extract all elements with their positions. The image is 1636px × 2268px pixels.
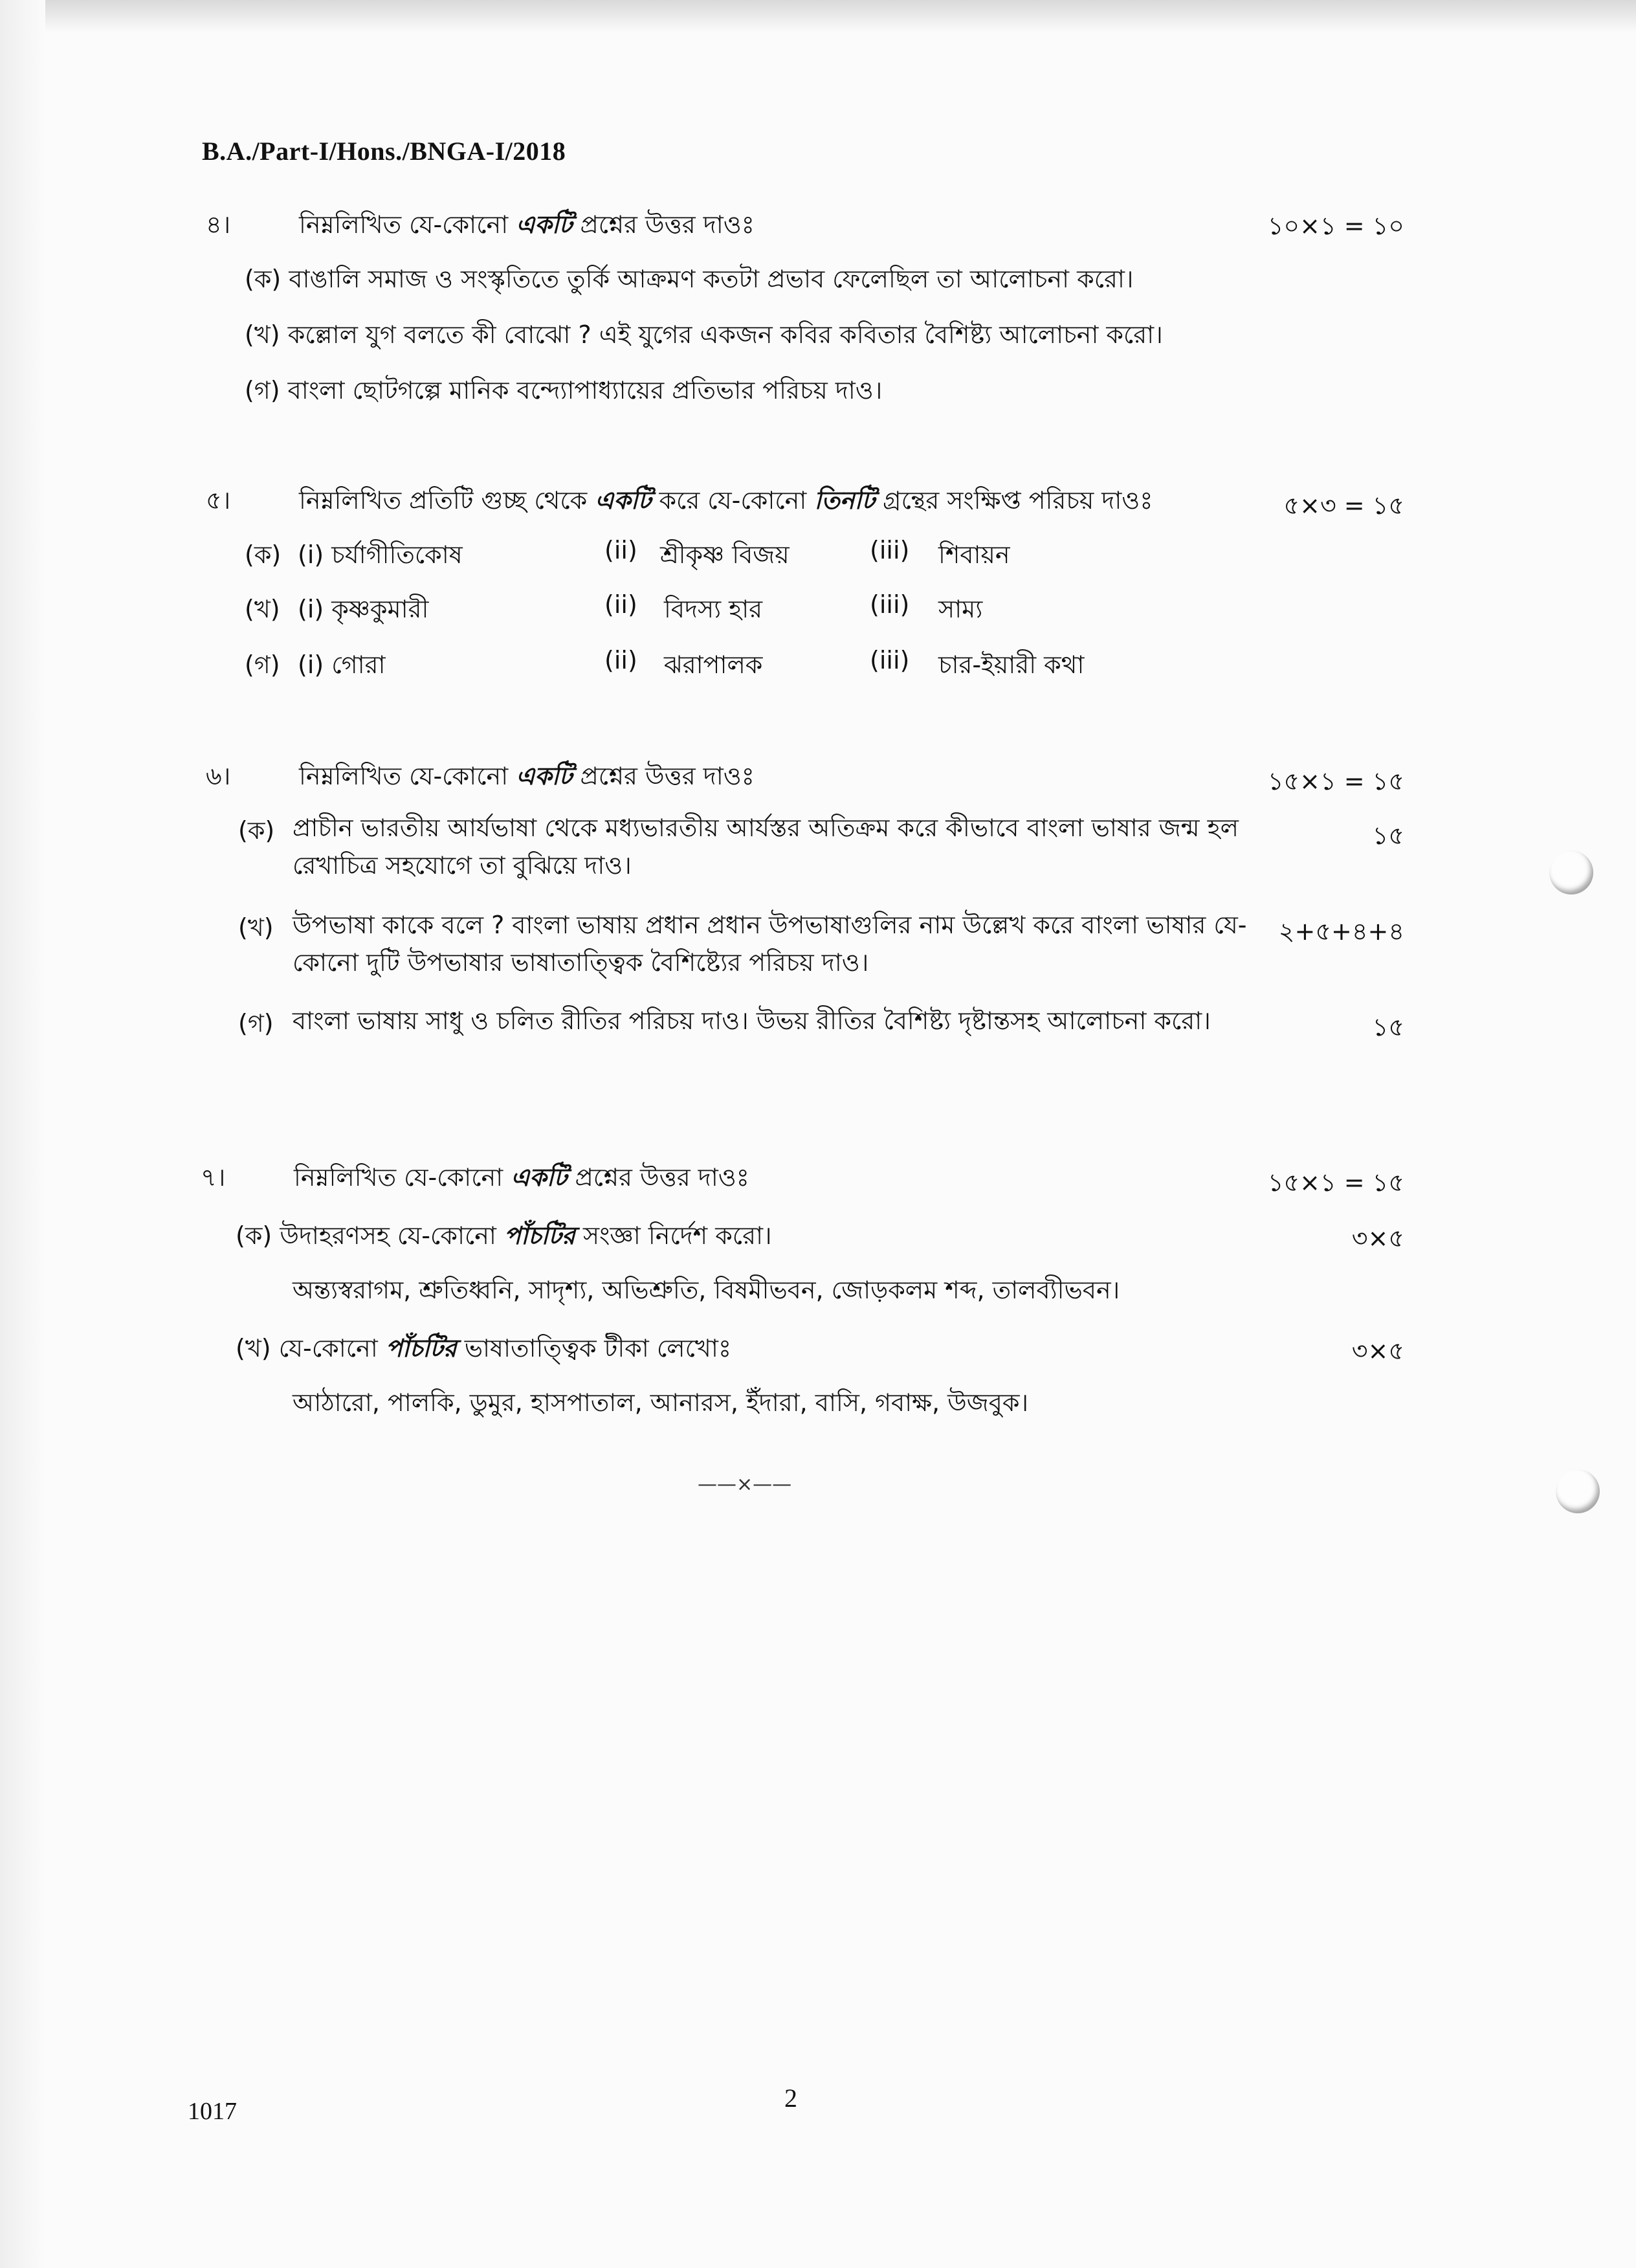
group-b-item-1: (i) কৃষ্ণকুমারী — [298, 595, 429, 623]
group-c-item-3: চার-ইয়ারী কথা — [938, 650, 1085, 679]
group-c-item-1: (i) গোরা — [298, 650, 386, 679]
question-6-sub-a-marks: ১৫ — [1372, 821, 1404, 850]
question-7-sub-a: (ক) উদাহরণসহ যে-কোনো পাঁচটির সংজ্ঞা নির্দেশ করো। — [236, 1221, 772, 1250]
group-b-item-2: বিদস্য হার — [664, 595, 763, 623]
question-4-sub-c: (গ) বাংলা ছোটগল্পে মানিক বন্দ্যোপাধ্যায়ের প্রতিভার পরিচয় দাও। — [245, 376, 883, 405]
question-6-sub-b-text: উপভাষা কাকে বলে ? বাংলা ভাষায় প্রধান প্রধান উপভাষাগুলির নাম উল্লেখ করে বাংলা ভাষার যে-কোনো দুটি উপভাষার ভাষাতাত্ত্বিক বৈশিষ্ট্যের পরিচয় দাও। — [293, 911, 1247, 977]
question-7-marks: ১৫×১ = ১৫ — [1267, 1168, 1404, 1197]
question-5-number: ৫। — [206, 486, 231, 515]
group-b-item-3: সাম্য — [938, 595, 983, 623]
question-7-sub-b-words: আঠারো, পালকি, ডুমুর, হাসপাতাল, আনারস, ইঁদারা, বাসি, গবাক্ষ, উজবুক। — [293, 1388, 1029, 1417]
scan-left-edge — [0, 0, 45, 2268]
question-6-number: ৬। — [206, 762, 231, 790]
question-6-sub-a-text: প্রাচীন ভারতীয় আর্যভাষা থেকে মধ্যভারতীয় আর্যস্তর অতিক্রম করে কীভাবে বাংলা ভাষার জন্ম হল রেখাচিত্র সহযোগে তা বুঝিয়ে দাও। — [293, 814, 1239, 880]
scan-top-shadow — [0, 0, 1636, 32]
group-c-label: (গ) — [245, 650, 280, 679]
question-6-sub-c-marks: ১৫ — [1372, 1013, 1404, 1041]
punch-hole-top — [1549, 850, 1593, 895]
question-7-number: ৭। — [201, 1163, 226, 1192]
question-6-sub-b-marks: ২+৫+৪+৪ — [1278, 917, 1404, 946]
page-number: 2 — [784, 2084, 797, 2113]
question-7-sub-b: (খ) যে-কোনো পাঁচটির ভাষাতাত্ত্বিক টীকা লেখোঃ — [236, 1334, 732, 1362]
question-4-marks: ১০×১ = ১০ — [1267, 212, 1404, 240]
question-7-sub-a-marks: ৩×৫ — [1351, 1224, 1404, 1252]
question-5-marks: ৫×৩ = ১৫ — [1283, 491, 1404, 520]
group-a-item-2-num: (ii) — [604, 536, 637, 564]
paper-header: B.A./Part-I/Hons./BNGA-I/2018 — [202, 137, 566, 166]
question-7-sub-b-marks: ৩×৫ — [1351, 1337, 1404, 1365]
question-6-sub-b-label: (খ) — [238, 913, 274, 942]
punch-hole-bottom — [1556, 1469, 1600, 1513]
question-7-instruction: নিম্নলিখিত যে-কোনো একটি প্রশ্নের উত্তর দাওঃ — [294, 1163, 749, 1192]
question-6-sub-c-text: বাংলা ভাষায় সাধু ও চলিত রীতির পরিচয় দাও। উভয় রীতির বৈশিষ্ট্য দৃষ্টান্তসহ আলোচনা করো। — [293, 1006, 1211, 1035]
question-6-sub-c-label: (গ) — [238, 1009, 274, 1038]
group-c-item-3-num: (iii) — [870, 646, 910, 674]
end-of-questions-mark: ——×—— — [698, 1473, 792, 1496]
question-5-instruction: নিম্নলিখিত প্রতিটি গুচ্ছ থেকে একটি করে যে-কোনো তিনটি গ্রন্থের সংক্ষিপ্ত পরিচয় দাওঃ — [299, 486, 1153, 515]
group-a-label: (ক) — [245, 540, 282, 569]
question-6-marks: ১৫×১ = ১৫ — [1267, 767, 1404, 795]
group-b-item-2-num: (ii) — [604, 590, 637, 619]
question-4-sub-b: (খ) কল্লোল যুগ বলতে কী বোঝো ? এই যুগের একজন কবির কবিতার বৈশিষ্ট্য আলোচনা করো। — [245, 320, 1163, 349]
question-6-instruction: নিম্নলিখিত যে-কোনো একটি প্রশ্নের উত্তর দাওঃ — [299, 762, 755, 790]
group-a-item-2: শ্রীকৃষ্ণ বিজয় — [660, 540, 790, 569]
question-6-sub-a-label: (ক) — [238, 816, 275, 845]
group-a-item-3: শিবায়ন — [938, 540, 1010, 569]
question-4-number: ৪। — [206, 210, 231, 239]
group-b-label: (খ) — [245, 595, 280, 623]
group-b-item-3-num: (iii) — [870, 590, 910, 619]
question-4-sub-a: (ক) বাঙালি সমাজ ও সংস্কৃতিতে তুর্কি আক্রমণ কতটা প্রভাব ফেলেছিল তা আলোচনা করো। — [245, 265, 1134, 293]
group-a-item-1: (i) চর্যাগীতিকোষ — [298, 540, 463, 569]
question-4-instruction: নিম্নলিখিত যে-কোনো একটি প্রশ্নের উত্তর দাওঃ — [299, 210, 755, 239]
footer-code: 1017 — [188, 2098, 237, 2125]
group-c-item-2-num: (ii) — [604, 646, 637, 674]
group-a-item-3-num: (iii) — [870, 536, 910, 564]
question-7-sub-a-terms: অন্ত্যস্বরাগম, শ্রুতিধ্বনি, সাদৃশ্য, অভিশ্রুতি, বিষমীভবন, জোড়কলম শব্দ, তালব্যীভবন। — [293, 1276, 1120, 1304]
group-c-item-2: ঝরাপালক — [664, 650, 763, 679]
